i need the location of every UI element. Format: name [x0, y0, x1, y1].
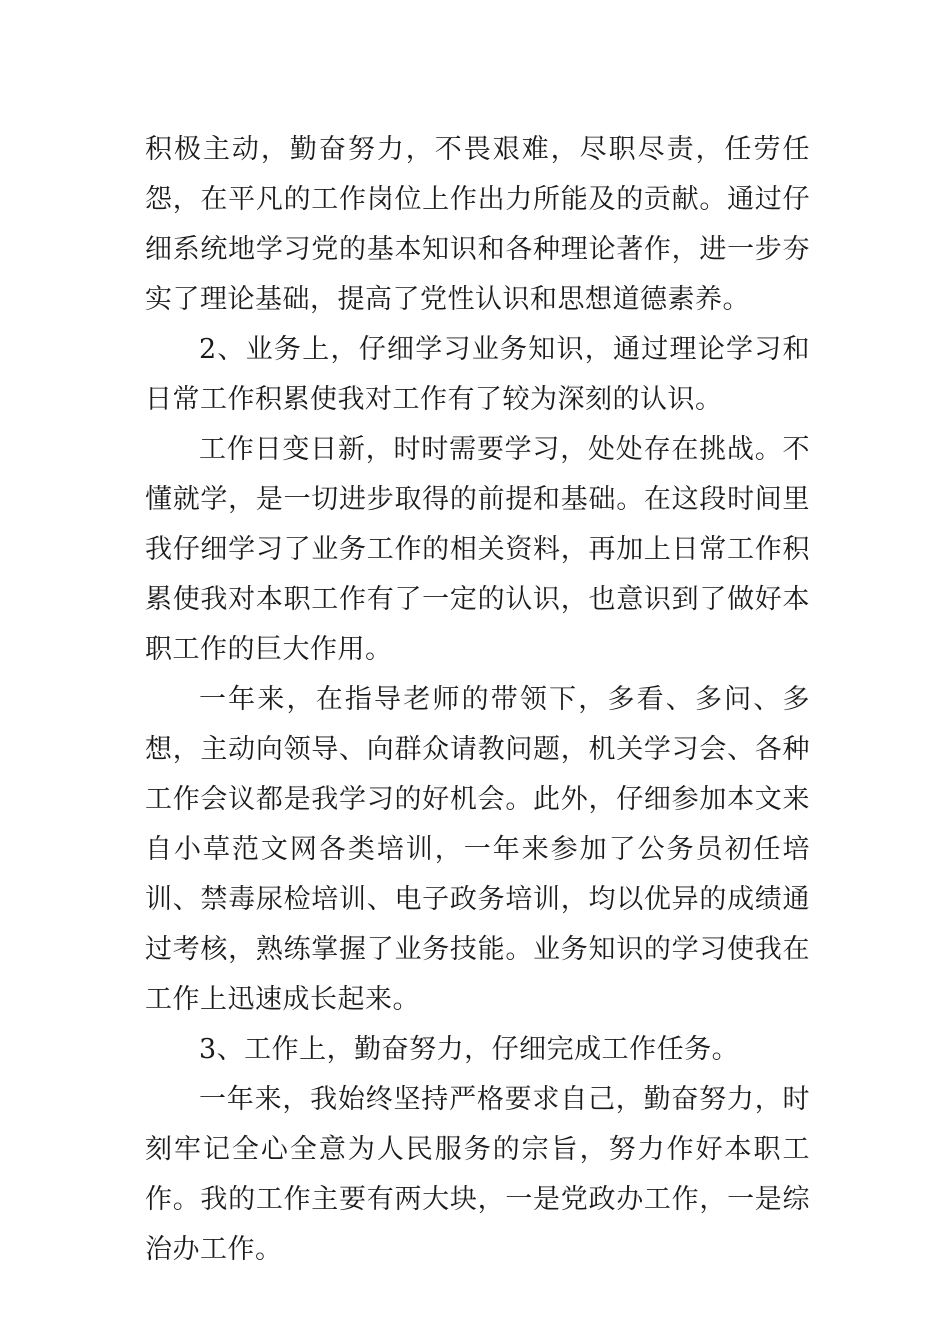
document-body — [145, 125, 810, 1275]
paragraph-1: 积极主动，勤奋努力，不畏艰难，尽职尽责，任劳任怨，在平凡的工作岗位上作出力所能及的贡献。通过仔细系统地学习党的基本知识和各种理论著作，进一步夯实了理论基础，提高了党性认识和思想道德素养。 — [145, 134, 810, 315]
paragraph-4: 一年来，在指导老师的带领下，多看、多问、多想，主动向领导、向群众请教问题，机关学习会、各种工作会议都是我学习的好机会。此外，仔细参加本文来自小草范文网各类培训，一年来参加了公务员初任培训、禁毒尿检培训、电子政务培训，均以优异的成绩通过考核，熟练掌握了业务技能。业务知识的学习使我在工作上迅速成长起来。 — [145, 684, 810, 1015]
paragraph-3: 工作日变日新，时时需要学习，处处存在挑战。不懂就学，是一切进步取得的前提和基础。在这段时间里我仔细学习了业务工作的相关资料，再加上日常工作积累使我对本职工作有了一定的认识，也意识到了做好本职工作的巨大作用。 — [145, 434, 810, 665]
paragraph-5: 3、工作上，勤奋努力，仔细完成工作任务。 — [199, 1034, 740, 1065]
paragraph-6: 一年来，我始终坚持严格要求自己，勤奋努力，时刻牢记全心全意为人民服务的宗旨，努力作好本职工作。我的工作主要有两大块，一是党政办工作，一是综治办工作。 — [145, 1084, 810, 1265]
paragraph-2: 2、业务上，仔细学习业务知识，通过理论学习和日常工作积累使我对工作有了较为深刻的认识。 — [145, 334, 810, 415]
